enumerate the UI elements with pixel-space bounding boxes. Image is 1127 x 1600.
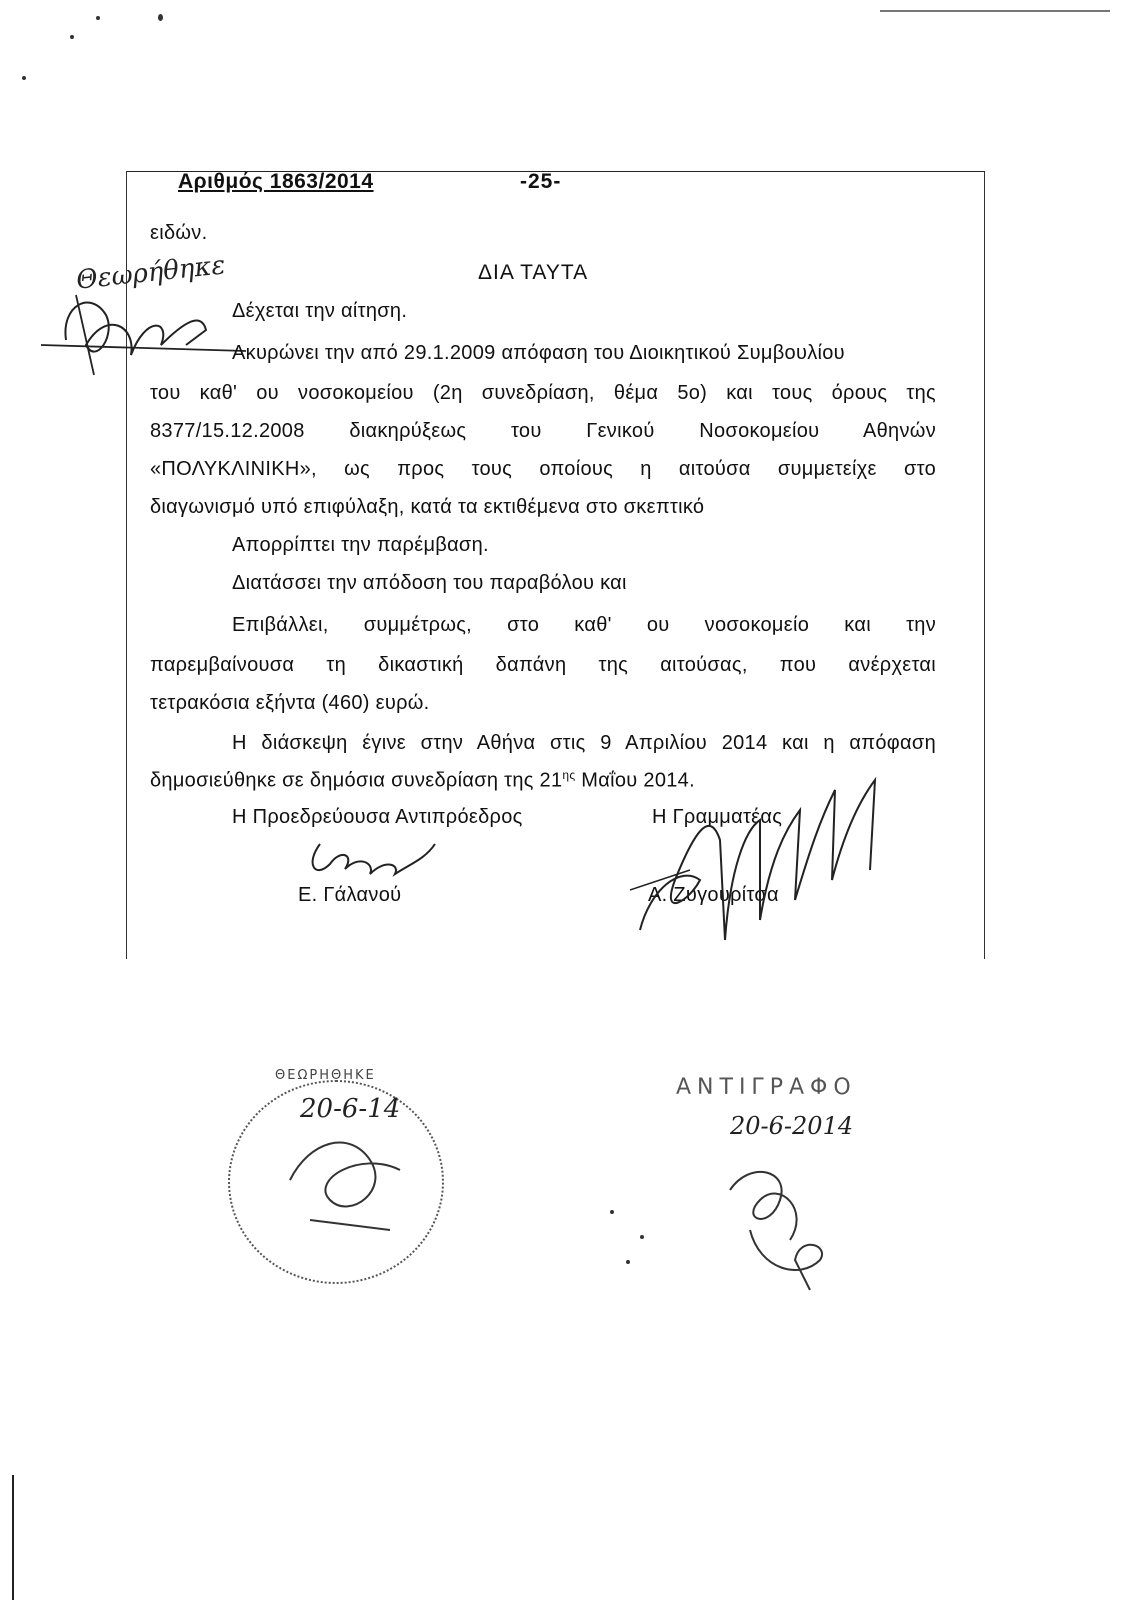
stamp-title-right: ΑΝΤΙΓΡΑΦΟ <box>676 1075 857 1100</box>
text-line <box>150 768 695 793</box>
stamp-signature-left <box>270 1120 430 1240</box>
signatory-name-right: Α. Ζυγουρίτσα <box>648 884 779 906</box>
text-segment: δημοσιεύθηκε σε δημόσια συνεδρίαση της 21 <box>150 769 563 792</box>
page-number: -25- <box>520 170 562 193</box>
scan-speck <box>610 1210 614 1214</box>
signature-left <box>300 834 450 884</box>
scan-speck <box>96 16 100 20</box>
signatory-name-left: Ε. Γάλανού <box>298 884 402 906</box>
margin-note-handwritten: Θεωρήθηκε <box>74 250 227 296</box>
scan-speck <box>70 35 74 39</box>
stamp-date-right: 20-6-2014 <box>730 1112 854 1140</box>
scan-speck <box>158 14 163 21</box>
text-line: του καθ' ου νοσοκομείου (2η συνεδρίαση, θέμα 5ο) και τους όρους της <box>150 382 936 404</box>
scan-speck <box>626 1260 630 1264</box>
initials-signature <box>36 285 251 375</box>
text-line: Επιβάλλει, συμμέτρως, στο καθ' ου νοσοκομείο και την <box>232 614 936 636</box>
text-line: Δέχεται την αίτηση. <box>232 300 408 322</box>
page-frame-right <box>984 171 985 959</box>
text-line: Απορρίπτει την παρέμβαση. <box>232 534 489 556</box>
scan-speck <box>640 1235 644 1239</box>
stamp-date-left: 20-6-14 <box>300 1094 401 1124</box>
superscript: ης <box>562 768 576 782</box>
text-line: ειδών. <box>150 222 208 244</box>
scan-speck <box>22 76 26 80</box>
text-line: τετρακόσια εξήντα (460) ευρώ. <box>150 692 430 714</box>
text-line: 8377/15.12.2008 διακηρύξεως του Γενικού Νοσοκομείου Αθηνών <box>150 420 936 442</box>
signatory-title-right: Η Γραμματέας <box>652 806 783 828</box>
text-line: Διατάσσει την απόδοση του παραβόλου και <box>232 572 627 594</box>
decision-number: Αριθμός 1863/2014 <box>178 170 374 193</box>
scan-margin-line <box>12 1475 14 1600</box>
stamp-signature-right <box>700 1150 890 1300</box>
text-line: διαγωνισμό υπό επιφύλαξη, κατά τα εκτιθέμενα στο σκεπτικό <box>150 496 705 518</box>
scan-edge <box>880 10 1110 12</box>
text-line: Η διάσκεψη έγινε στην Αθήνα στις 9 Απριλίου 2014 και η απόφαση <box>232 732 936 754</box>
signatory-title-left: Η Προεδρεύουσα Αντιπρόεδρος <box>232 806 523 828</box>
text-segment: Μαΐου 2014. <box>575 769 695 792</box>
text-line: παρεμβαίνουσα τη δικαστική δαπάνη της αιτούσας, που ανέρχεται <box>150 654 936 676</box>
stamp-text: ΘΕΩΡΗΘΗΚΕ <box>275 1068 376 1083</box>
signature-right <box>620 770 890 960</box>
text-line: Ακυρώνει την από 29.1.2009 απόφαση του Διοικητικού Συμβουλίου <box>232 342 845 364</box>
text-line: «ΠΟΛΥΚΛΙΝΙΚΗ», ως προς τους οποίους η αιτούσα συμμετείχε στο <box>150 458 936 480</box>
section-heading: ΔΙΑ ΤΑΥΤΑ <box>478 261 589 284</box>
